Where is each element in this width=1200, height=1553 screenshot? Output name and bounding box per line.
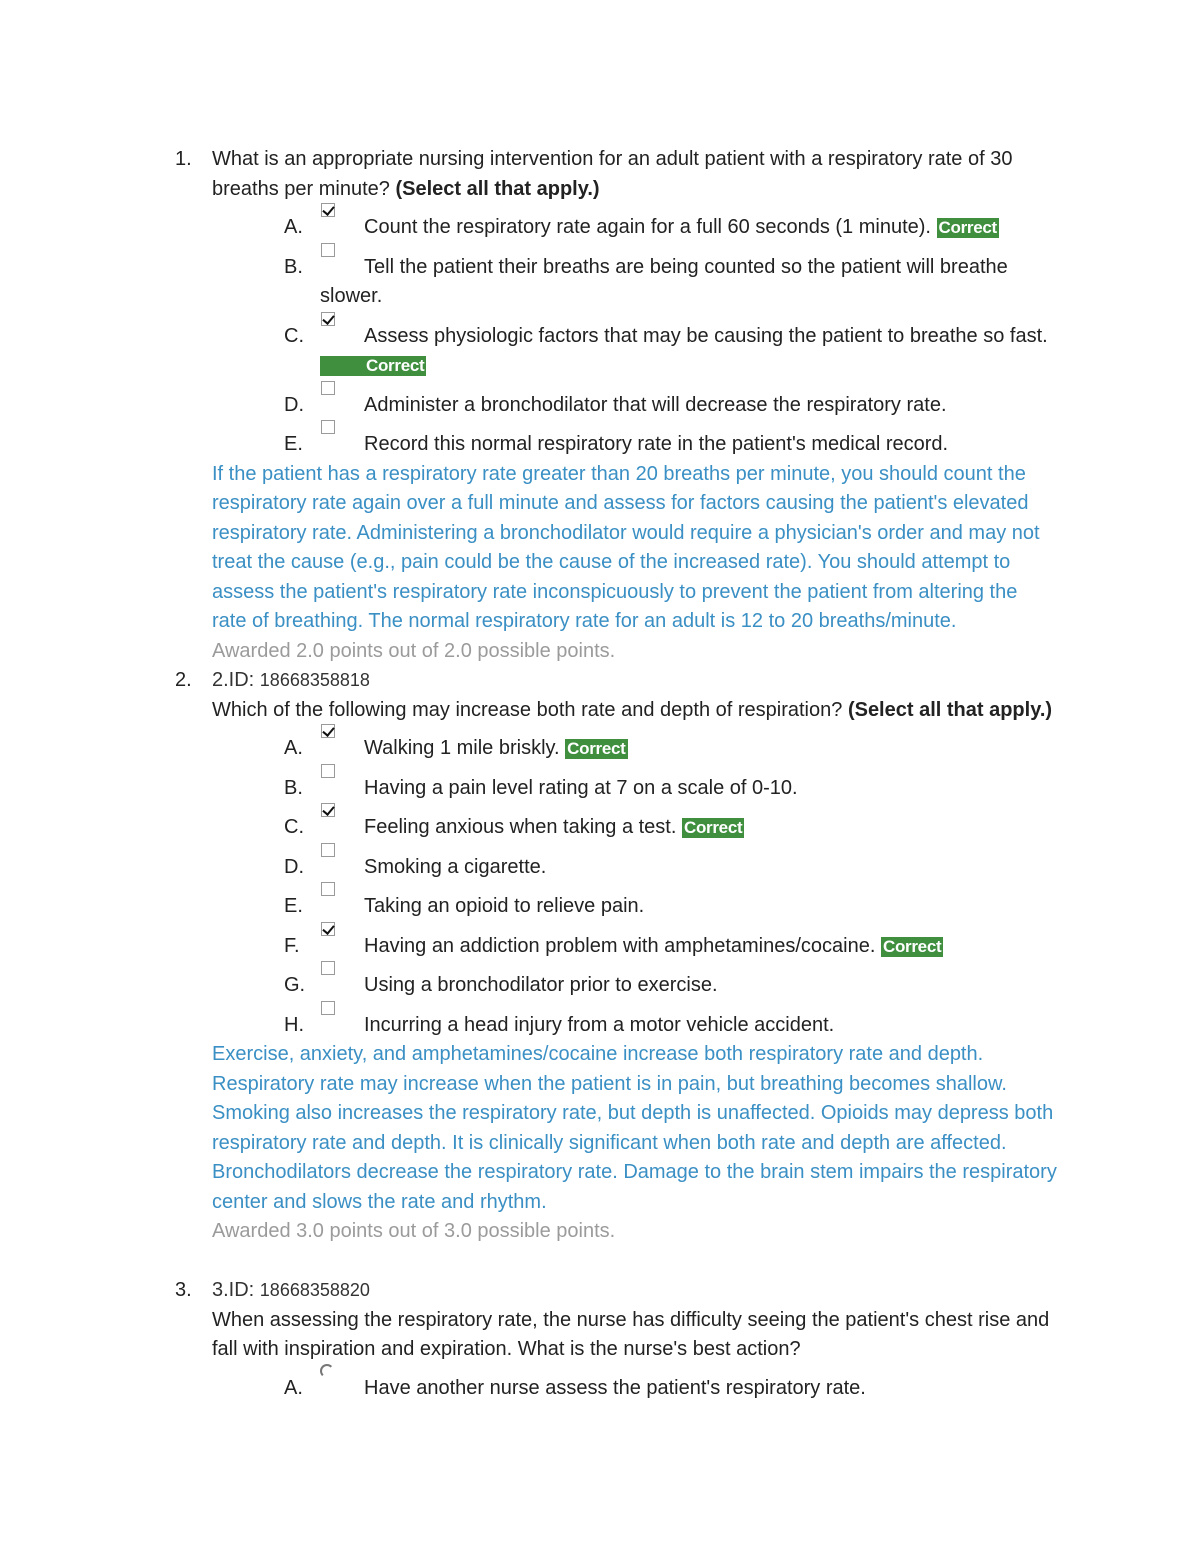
question-instruction: (Select all that apply.): [395, 177, 600, 200]
option-text: Administer a bronchodilator that will decrease the respiratory rate.: [364, 393, 947, 416]
question-body: [212, 666, 1057, 1247]
option-text: Walking 1 mile briskly.: [364, 737, 560, 759]
option-h[interactable]: [284, 1011, 1057, 1041]
option-d[interactable]: [284, 391, 1057, 421]
option-e[interactable]: [284, 892, 1057, 922]
option-letter: A.: [284, 737, 303, 759]
option-text: Assess physiologic factors that may be causing the patient to breathe so fast.: [364, 324, 1048, 347]
option-letter: D.: [284, 393, 304, 416]
question-id: 3.ID: 18668358820: [212, 1279, 370, 1301]
checkbox-checked-icon[interactable]: [321, 724, 335, 738]
option-b[interactable]: [284, 774, 1057, 804]
option-text: Smoking a cigarette.: [364, 855, 547, 878]
option-c[interactable]: [284, 322, 1057, 381]
option-text: Feeling anxious when taking a test.: [364, 816, 677, 838]
answer-options: [212, 734, 1057, 1040]
question-number: 3.: [175, 1279, 192, 1301]
option-f[interactable]: [284, 932, 1057, 962]
correct-badge: Correct: [567, 739, 626, 758]
question-body: [212, 1276, 1057, 1413]
correct-badge: Correct: [320, 356, 426, 376]
option-text: Having an addiction problem with amphetamines/cocaine.: [364, 934, 876, 957]
checkbox-empty-icon[interactable]: [321, 243, 335, 257]
option-g[interactable]: [284, 971, 1057, 1001]
option-letter: H.: [284, 1013, 304, 1036]
option-text: Tell the patient their breaths are being counted so the patient will breathe slower.: [320, 255, 1008, 307]
points-awarded: Awarded 3.0 points out of 3.0 possible points.: [212, 1220, 616, 1242]
question-text: When assessing the respiratory rate, the nurse has difficulty seeing the patient's chest rise and fall with inspiration and expiration. What is the nurse's best action?: [212, 1308, 1050, 1360]
question-text: What is an appropriate nursing intervention for an adult patient with a respiratory rate of 30 breaths per minute? (Select all that apply.): [212, 148, 1013, 200]
option-letter: G.: [284, 974, 306, 996]
option-d[interactable]: [284, 853, 1057, 883]
radio-button-icon[interactable]: [320, 1364, 334, 1378]
option-text: Using a bronchodilator prior to exercise.: [364, 974, 718, 996]
option-letter: A.: [284, 1376, 303, 1399]
answer-feedback: Exercise, anxiety, and amphetamines/cocaine increase both respiratory rate and depth. Respiratory rate may increase when the patient is in pain, but breathing becomes shallow. Smoking also increases the respiratory rate, but depth is unaffected. Opioids may depress both respiratory rate and depth. It is clinically significant when both rate and depth are affected. Bronchodilators decrease the respiratory rate. Damage to the brain stem impairs the respiratory center and slows the rate and rhythm.: [212, 1043, 1057, 1213]
option-a[interactable]: [284, 1374, 1057, 1404]
points-awarded: Awarded 2.0 points out of 2.0 possible points.: [212, 639, 616, 662]
option-text: Taking an opioid to relieve pain.: [364, 895, 645, 917]
answer-options: [212, 1374, 1057, 1404]
option-letter: A.: [284, 216, 303, 238]
checkbox-checked-icon[interactable]: [321, 803, 335, 817]
question-instruction: (Select all that apply.): [847, 698, 1053, 721]
question-number: 2.: [175, 669, 192, 691]
checkbox-empty-icon[interactable]: [321, 381, 335, 395]
checkbox-checked-icon[interactable]: [321, 312, 335, 326]
correct-badge: Correct: [882, 936, 942, 956]
question-id: 2.ID: 18668358818: [212, 669, 370, 691]
question-number: 1.: [175, 148, 192, 170]
checkbox-checked-icon[interactable]: [321, 203, 335, 217]
checkbox-empty-icon[interactable]: [321, 882, 335, 896]
option-letter: D.: [284, 855, 304, 878]
option-a[interactable]: [284, 734, 1057, 764]
option-text: Incurring a head injury from a motor vehicle accident.: [364, 1013, 835, 1036]
question-text: Which of the following may increase both rate and depth of respiration? (Select all that apply.): [212, 698, 1053, 721]
checkbox-empty-icon[interactable]: [321, 764, 335, 778]
checkbox-checked-icon[interactable]: [321, 922, 335, 936]
answer-feedback: If the patient has a respiratory rate greater than 20 breaths per minute, you should count the respiratory rate again over a full minute and assess for factors causing the patient's elevated respiratory rate. Administering a bronchodilator would require a physician's order and may not treat the cause (e.g., pain could be the cause of the increased rate). You should attempt to assess the patient's respiratory rate inconspicuously to prevent the patient from altering the rate of breathing. The normal respiratory rate for an adult is 12 to 20 breaths/minute.: [212, 462, 1040, 632]
option-letter: B.: [284, 776, 303, 799]
checkbox-empty-icon[interactable]: [321, 843, 335, 857]
checkbox-empty-icon[interactable]: [321, 420, 335, 434]
question-body: [212, 145, 1057, 666]
option-letter: C.: [284, 816, 304, 838]
option-letter: C.: [284, 324, 304, 347]
option-text: Count the respiratory rate again for a full 60 seconds (1 minute).: [364, 216, 931, 238]
correct-badge: Correct: [938, 218, 997, 237]
checkbox-empty-icon[interactable]: [321, 1001, 335, 1015]
answer-options: [212, 213, 1057, 460]
option-e[interactable]: [284, 430, 1057, 460]
checkbox-empty-icon[interactable]: [321, 961, 335, 975]
option-text: Record this normal respiratory rate in the patient's medical record.: [364, 433, 949, 455]
option-b[interactable]: [284, 253, 1057, 312]
option-letter: F.: [284, 934, 300, 957]
option-letter: E.: [284, 895, 303, 917]
option-letter: E.: [284, 433, 303, 455]
option-a[interactable]: [284, 213, 1057, 243]
correct-badge: Correct: [683, 818, 743, 837]
option-letter: B.: [284, 255, 303, 278]
option-text: Have another nurse assess the patient's respiratory rate.: [364, 1376, 866, 1399]
option-text: Having a pain level rating at 7 on a scale of 0-10.: [364, 776, 798, 799]
option-c[interactable]: [284, 813, 1057, 843]
